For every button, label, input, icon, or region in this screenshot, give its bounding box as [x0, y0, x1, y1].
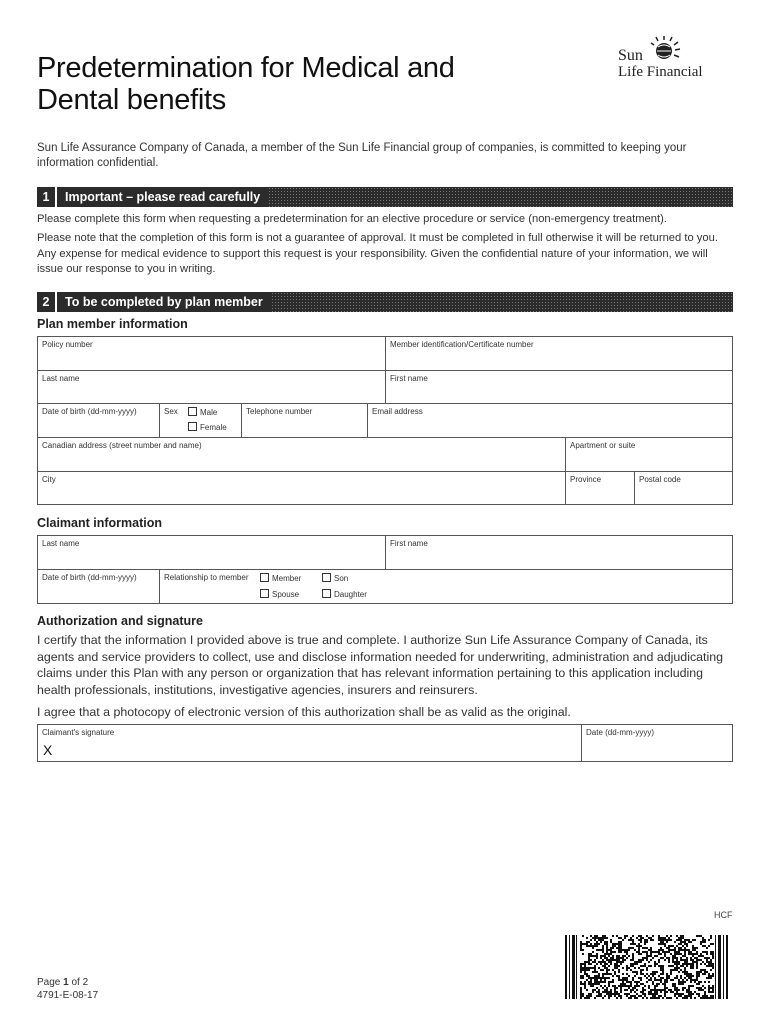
section-2-number: 2: [37, 292, 57, 312]
email-field[interactable]: [368, 404, 732, 437]
apartment-label: Apartment or suite: [570, 441, 636, 450]
section-2-title: To be completed by plan member: [65, 295, 263, 309]
plan-member-form: [37, 336, 733, 505]
relationship-field: [160, 570, 732, 604]
spouse-option[interactable]: [260, 589, 299, 599]
form-row: [38, 570, 732, 604]
female-label: Female: [200, 423, 227, 432]
female-option[interactable]: [188, 422, 227, 432]
first-name-field[interactable]: [386, 371, 732, 403]
signature-box: [37, 724, 733, 762]
signature-field[interactable]: [38, 725, 582, 761]
claimant-first-name-field[interactable]: [386, 536, 732, 569]
relationship-label: Relationship to member: [164, 573, 249, 582]
claimant-last-name-label: Last name: [42, 539, 80, 548]
last-name-label: Last name: [42, 374, 80, 383]
email-label: Email address: [372, 407, 423, 416]
city-label: City: [42, 475, 56, 484]
son-option[interactable]: [322, 573, 348, 583]
authorization-paragraph-1: I certify that the information I provided above is true and complete. I authorize Sun Life Assurance Company of Canada, its agents and service providers to collect, use and disclose information needed for underwriting, administration and adjudicating claims under this Plan with any person or organization that has relevant information pertaining to this application including health professionals, institutions, investigative agencies, insurers and reinsurers.: [37, 633, 724, 697]
signature-label: Claimant's signature: [42, 728, 115, 737]
section-2-dotted-fill: [271, 292, 733, 312]
last-name-field[interactable]: [38, 371, 386, 403]
dob-label: Date of birth (dd-mm-yyyy): [42, 407, 137, 416]
male-label: Male: [200, 408, 218, 417]
signature-x-mark: X: [43, 742, 53, 758]
first-name-label: First name: [390, 374, 428, 383]
section-1-header: [37, 187, 733, 207]
spouse-label: Spouse: [272, 590, 300, 599]
signature-date-label: Date (dd-mm-yyyy): [586, 728, 655, 737]
section-1-paragraph-1: Please complete this form when requesting a predetermination for an elective procedure or service (non-emergency treatment).: [37, 213, 667, 225]
member-id-label: Member identification/Certificate number: [390, 340, 534, 349]
spouse-checkbox[interactable]: [260, 589, 269, 598]
section-1-dotted-fill: [268, 187, 733, 207]
sex-field: [160, 404, 242, 437]
sun-globe-icon: [650, 33, 686, 65]
hcf-code: HCF: [714, 910, 733, 920]
telephone-label: Telephone number: [246, 407, 313, 416]
son-checkbox[interactable]: [322, 573, 331, 582]
form-row: [38, 371, 732, 404]
intro-text: Sun Life Assurance Company of Canada, a member of the Sun Life Financial group of companies, is committed to keeping your information confidential.: [37, 142, 687, 169]
apartment-field[interactable]: [566, 438, 732, 471]
authorization-paragraph-2: I agree that a photocopy of electronic version of this authorization shall be as valid as the original.: [37, 705, 571, 719]
logo-sun-text: Sun: [618, 47, 643, 64]
claimant-last-name-field[interactable]: [38, 536, 386, 569]
page-prefix: Page: [37, 977, 64, 988]
address-field[interactable]: [38, 438, 566, 471]
female-checkbox[interactable]: [188, 422, 197, 431]
province-field[interactable]: [566, 472, 635, 505]
postal-code-field[interactable]: [635, 472, 732, 505]
daughter-label: Daughter: [334, 590, 367, 599]
title-line-1: Predetermination for Medical and: [37, 52, 455, 84]
claimant-first-name-label: First name: [390, 539, 428, 548]
daughter-option[interactable]: [322, 589, 367, 599]
plan-member-heading: Plan member information: [37, 317, 188, 331]
male-option[interactable]: [188, 407, 217, 417]
logo-life-financial-text: Life Financial: [618, 64, 703, 80]
page-title: [37, 52, 557, 116]
form-row: [38, 536, 732, 570]
page-number: [37, 976, 98, 989]
section-1-number: 1: [37, 187, 57, 207]
male-checkbox[interactable]: [188, 407, 197, 416]
form-row: [38, 404, 732, 438]
section-1-paragraph-2: Please note that the completion of this form is not a guarantee of approval. It must be completed in full otherwise it will be returned to you. Any expense for medical evidence to support this request is your responsibility. Given the confidential nature of your information, we will issue our response to you in writing.: [37, 232, 718, 275]
page-current: 1: [63, 977, 69, 988]
section-2-header: [37, 292, 733, 312]
claimant-dob-field[interactable]: [38, 570, 160, 604]
telephone-field[interactable]: [242, 404, 368, 437]
member-label: Member: [272, 574, 302, 583]
claimant-dob-label: Date of birth (dd-mm-yyyy): [42, 573, 137, 582]
claimant-form: [37, 535, 733, 604]
member-id-field[interactable]: [386, 337, 732, 370]
authorization-heading: Authorization and signature: [37, 614, 203, 628]
member-checkbox[interactable]: [260, 573, 269, 582]
section-1-title: Important – please read carefully: [65, 190, 261, 204]
title-line-2: Dental benefits: [37, 84, 226, 116]
address-label: Canadian address (street number and name): [42, 441, 202, 450]
claimant-heading: Claimant information: [37, 516, 163, 530]
page-footer: [37, 976, 98, 1002]
daughter-checkbox[interactable]: [322, 589, 331, 598]
policy-number-label: Policy number: [42, 340, 93, 349]
form-row: [38, 472, 732, 505]
form-code: 4791-E-08-17: [37, 990, 99, 1001]
signature-date-field[interactable]: [582, 725, 732, 761]
page-suffix: of 2: [68, 977, 89, 988]
dob-field[interactable]: [38, 404, 160, 437]
2d-barcode: [565, 935, 730, 999]
province-label: Province: [570, 475, 602, 484]
sex-label: Sex: [164, 407, 178, 416]
city-field[interactable]: [38, 472, 566, 505]
postal-code-label: Postal code: [639, 475, 681, 484]
form-row: [38, 337, 732, 371]
form-row: [38, 438, 732, 472]
sun-life-logo: [612, 33, 742, 83]
son-label: Son: [334, 574, 349, 583]
member-option[interactable]: [260, 573, 301, 583]
policy-number-field[interactable]: [38, 337, 386, 370]
